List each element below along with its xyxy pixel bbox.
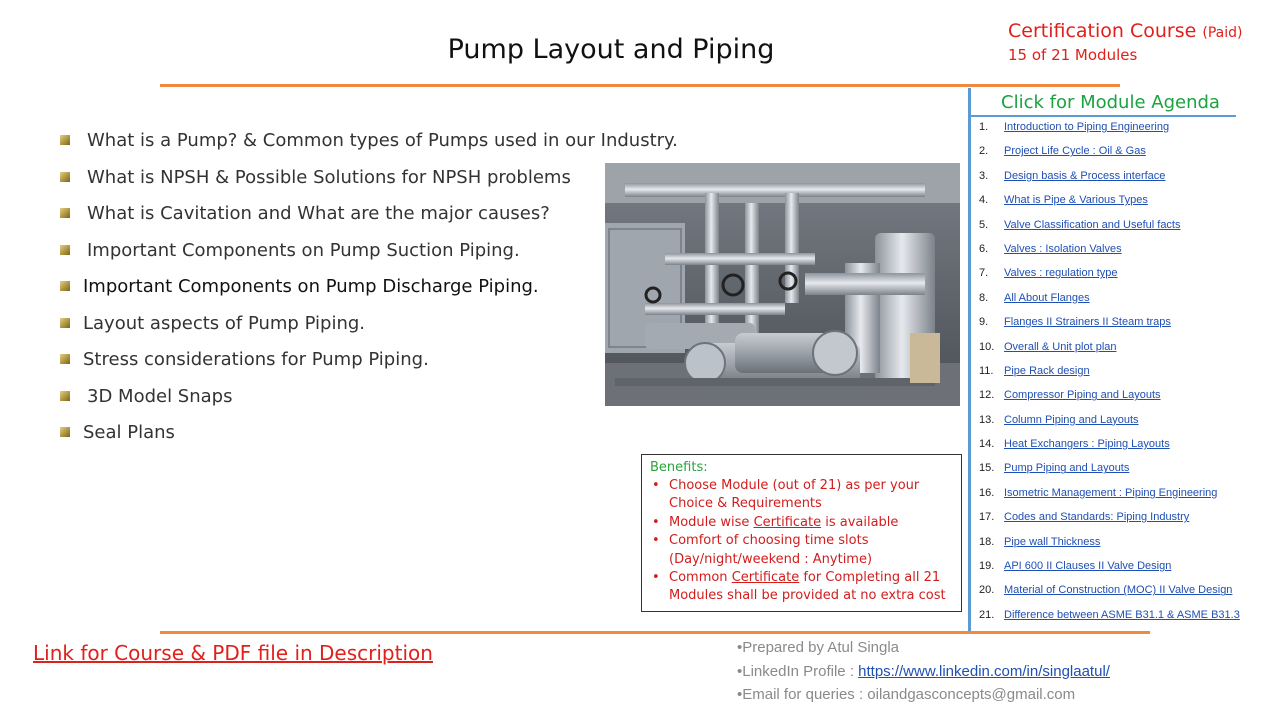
agenda-item: 13. Column Piping and Layouts: [979, 413, 1139, 426]
agenda-item: 10. Overall & Unit plot plan: [979, 340, 1117, 353]
certificate-link[interactable]: Certificate: [731, 570, 800, 586]
pump-station-photo: [605, 163, 960, 406]
vertical-divider: [968, 88, 971, 631]
prepared-by: •Prepared by Atul Singla: [737, 639, 900, 656]
benefit-item: • Choose Module (out of 21) as per your Choice & Requirements: [650, 477, 953, 514]
bullet-square-icon: [60, 208, 70, 218]
topic-item: 3D Model Snaps: [60, 384, 678, 421]
module-count: 15 of 21 Modules: [1008, 46, 1138, 64]
agenda-link[interactable]: Isometric Management : Piping Engineering: [1004, 486, 1218, 499]
agenda-link[interactable]: API 600 II Clauses II Valve Design: [1004, 560, 1172, 573]
topic-item: What is NPSH & Possible Solutions for NPSH problems: [60, 165, 678, 202]
agenda-item: 18. Pipe wall Thickness: [979, 535, 1101, 548]
bullet-square-icon: [60, 135, 70, 145]
agenda-link[interactable]: All About Flanges: [1004, 291, 1090, 304]
agenda-item: 2. Project Life Cycle : Oil & Gas: [979, 145, 1146, 158]
topic-item: Stress considerations for Pump Piping.: [60, 347, 678, 384]
module-agenda-list: [979, 120, 1240, 632]
topic-item: What is a Pump? & Common types of Pumps used in our Industry.: [60, 128, 678, 165]
bullet-square-icon: [60, 391, 70, 401]
topic-item: What is Cavitation and What are the major causes?: [60, 201, 678, 238]
benefits-heading: Benefits:: [650, 460, 708, 475]
author-footer: [737, 639, 1110, 710]
topic-item: Layout aspects of Pump Piping.: [60, 311, 678, 348]
agenda-item: 20. Material of Construction (MOC) II Valve Design: [979, 584, 1233, 597]
benefit-item: • Common Certificate for Completing all 21 Modules shall be provided at no extra cost: [650, 569, 953, 606]
agenda-heading-underline: [971, 115, 1236, 117]
agenda-link[interactable]: Pipe Rack design: [1004, 364, 1090, 377]
linkedin-link[interactable]: https://www.linkedin.com/in/singlaatul/: [858, 662, 1110, 680]
topic-list: [60, 128, 678, 457]
course-link-text[interactable]: Link for Course & PDF file in Description: [33, 641, 433, 665]
agenda-link[interactable]: Material of Construction (MOC) II Valve Design: [1004, 584, 1233, 597]
topic-item: Seal Plans: [60, 420, 678, 457]
agenda-link[interactable]: Flanges II Strainers II Steam traps: [1004, 316, 1171, 329]
certification-title: Certification Course: [1008, 20, 1197, 42]
benefit-item: • Comfort of choosing time slots (Day/night/weekend : Anytime): [650, 532, 953, 569]
bullet-square-icon: [60, 281, 70, 291]
agenda-item: 12. Compressor Piping and Layouts: [979, 389, 1161, 402]
agenda-link[interactable]: Pipe wall Thickness: [1004, 535, 1101, 548]
certification-course-info: [1008, 20, 1242, 64]
bullet-square-icon: [60, 318, 70, 328]
topic-item: Important Components on Pump Suction Piping.: [60, 238, 678, 275]
agenda-item: 9. Flanges II Strainers II Steam traps: [979, 316, 1171, 329]
agenda-link[interactable]: What is Pipe & Various Types: [1004, 194, 1148, 207]
certificate-link[interactable]: Certificate: [753, 514, 822, 530]
bullet-square-icon: [60, 354, 70, 364]
agenda-link[interactable]: Column Piping and Layouts: [1004, 413, 1139, 426]
benefit-item: • Module wise Certificate is available: [650, 514, 953, 532]
agenda-link[interactable]: Design basis & Process interface: [1004, 169, 1166, 182]
agenda-item: 7. Valves : regulation type: [979, 267, 1118, 280]
agenda-link[interactable]: Pump Piping and Layouts: [1004, 462, 1130, 475]
agenda-item: 1. Introduction to Piping Engineering: [979, 121, 1170, 133]
agenda-item: 3. Design basis & Process interface: [979, 169, 1166, 182]
agenda-link[interactable]: Heat Exchangers : Piping Layouts: [1004, 438, 1170, 451]
benefits-list: [650, 477, 953, 606]
bullet-square-icon: [60, 245, 70, 255]
agenda-link[interactable]: Introduction to Piping Engineering: [1004, 121, 1170, 133]
agenda-item: 19. API 600 II Clauses II Valve Design: [979, 560, 1172, 573]
agenda-item: 21. Difference between ASME B31.1 & ASME B31.3: [979, 608, 1240, 621]
benefits-box: [641, 454, 962, 612]
agenda-item: 15. Pump Piping and Layouts: [979, 462, 1130, 475]
paid-label: (Paid): [1202, 25, 1243, 41]
linkedin-line: •LinkedIn Profile : https://www.linkedin.com/in/singlaatul/: [737, 662, 1110, 680]
agenda-link[interactable]: Difference between ASME B31.1 & ASME B31.3: [1004, 608, 1240, 621]
agenda-link[interactable]: Codes and Standards: Piping Industry: [1004, 511, 1190, 524]
agenda-link[interactable]: Compressor Piping and Layouts: [1004, 389, 1161, 402]
agenda-item: 5. Valve Classification and Useful facts: [979, 218, 1181, 231]
agenda-item: 14. Heat Exchangers : Piping Layouts: [979, 438, 1170, 451]
bullet-square-icon: [60, 172, 70, 182]
agenda-link[interactable]: Valves : Isolation Valves: [1004, 242, 1122, 255]
agenda-item: 17. Codes and Standards: Piping Industry: [979, 511, 1190, 524]
agenda-link[interactable]: Project Life Cycle : Oil & Gas: [1004, 145, 1146, 158]
bullet-square-icon: [60, 427, 70, 437]
agenda-link[interactable]: Overall & Unit plot plan: [1004, 340, 1117, 353]
top-divider-right: [970, 84, 1120, 87]
agenda-item: 16. Isometric Management : Piping Engineering: [979, 486, 1218, 499]
agenda-link[interactable]: Valve Classification and Useful facts: [1004, 218, 1181, 231]
agenda-item: 11. Pipe Rack design: [979, 364, 1090, 377]
agenda-item: 4. What is Pipe & Various Types: [979, 194, 1148, 207]
email-line: •Email for queries : oilandgasconcepts@gmail.com: [737, 686, 1076, 703]
agenda-item: 6. Valves : Isolation Valves: [979, 242, 1122, 255]
topic-item: Important Components on Pump Discharge Piping.: [60, 274, 678, 311]
page-title: Pump Layout and Piping: [447, 34, 775, 65]
top-divider: [160, 84, 970, 87]
module-agenda-heading[interactable]: Click for Module Agenda: [1001, 92, 1220, 113]
agenda-item: 8. All About Flanges: [979, 291, 1090, 304]
agenda-link[interactable]: Valves : regulation type: [1004, 267, 1118, 280]
